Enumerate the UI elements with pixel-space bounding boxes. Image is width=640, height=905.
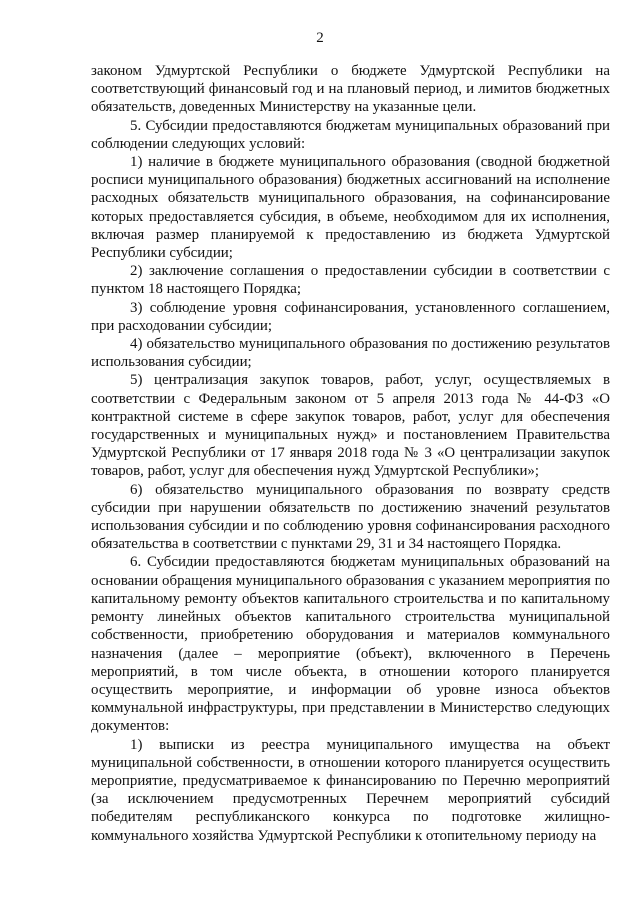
paragraph-condition-6: 6) обязательство муниципального образования по возврату средств субсидии при нарушении обязательств по достижению значений результатов использования субсидии и по соблюдению уровня софинансирования расходного обязательства в соответствии с пунктами 29, 31 и 34 настоящего Порядка.	[91, 481, 610, 553]
document-body	[91, 62, 610, 845]
paragraph-continuation: законом Удмуртской Республики о бюджете Удмуртской Республики на соответствующий финансовый год и на плановый период, и лимитов бюджетных обязательств, доведенных Министерству на указанные цели.	[91, 63, 610, 116]
paragraph-condition-4: 4) обязательство муниципального образования по достижению результатов использования субсидии;	[91, 336, 610, 371]
paragraph-item-6: 6. Субсидии предоставляются бюджетам муниципальных образований на основании обращения муниципального образования с указанием мероприятия по капитальному ремонту объектов капитального строительства и по капитальному ремонту линейных объектов капитального строительства муниципальной собственности, приобретению оборудования и материалов коммунального назначения (далее – мероприятие (объект), включенного в Перечень мероприятий, в том числе объекта, в отношении которого планируется осуществить мероприятие, и информации об уровне износа объектов коммунальной инфраструктуры, при представлении в Министерство следующих документов:	[91, 554, 610, 735]
paragraph-document-1: 1) выписки из реестра муниципального имущества на объект муниципальной собственности, в отношении которого планируется осуществить мероприятие, предусматриваемое к финансированию по Перечню мероприятий (за исключением предусмотренных Перечнем мероприятий субсидий победителям республиканского конкурса по подготовке жилищно-коммунального хозяйства Удмуртской Республики к отопительному периоду на	[91, 736, 610, 844]
paragraph-condition-5: 5) централизация закупок товаров, работ, услуг, осуществляемых в соответствии с Федеральным законом от 5 апреля 2013 года № 44-ФЗ «О контрактной системе в сфере закупок товаров, работ, услуг для обеспечения государственных и муниципальных нужд» и постановлением Правительства Удмуртской Республики от 17 января 2018 года № 3 «О централизации закупок товаров, работ, услуг для обеспечения нужд Удмуртской Республики»;	[91, 372, 610, 480]
paragraph-item-5: 5. Субсидии предоставляются бюджетам муниципальных образований при соблюдении следующих условий:	[91, 117, 610, 152]
paragraph-condition-1: 1) наличие в бюджете муниципального образования (сводной бюджетной росписи муниципального образования) бюджетных ассигнований на исполнение расходных обязательств муниципального образования, на софинансирование которых предоставляется субсидия, в объеме, необходимом для их исполнения, включая размер планируемой к предоставлению из бюджета Удмуртской Республики субсидии;	[91, 154, 610, 262]
paragraph-condition-3: 3) соблюдение уровня софинансирования, установленного соглашением, при расходовании субсидии;	[91, 299, 610, 334]
page-number: 2	[316, 30, 324, 46]
paragraph-condition-2: 2) заключение соглашения о предоставлении субсидии в соответствии с пунктом 18 настоящего Порядка;	[91, 263, 610, 298]
